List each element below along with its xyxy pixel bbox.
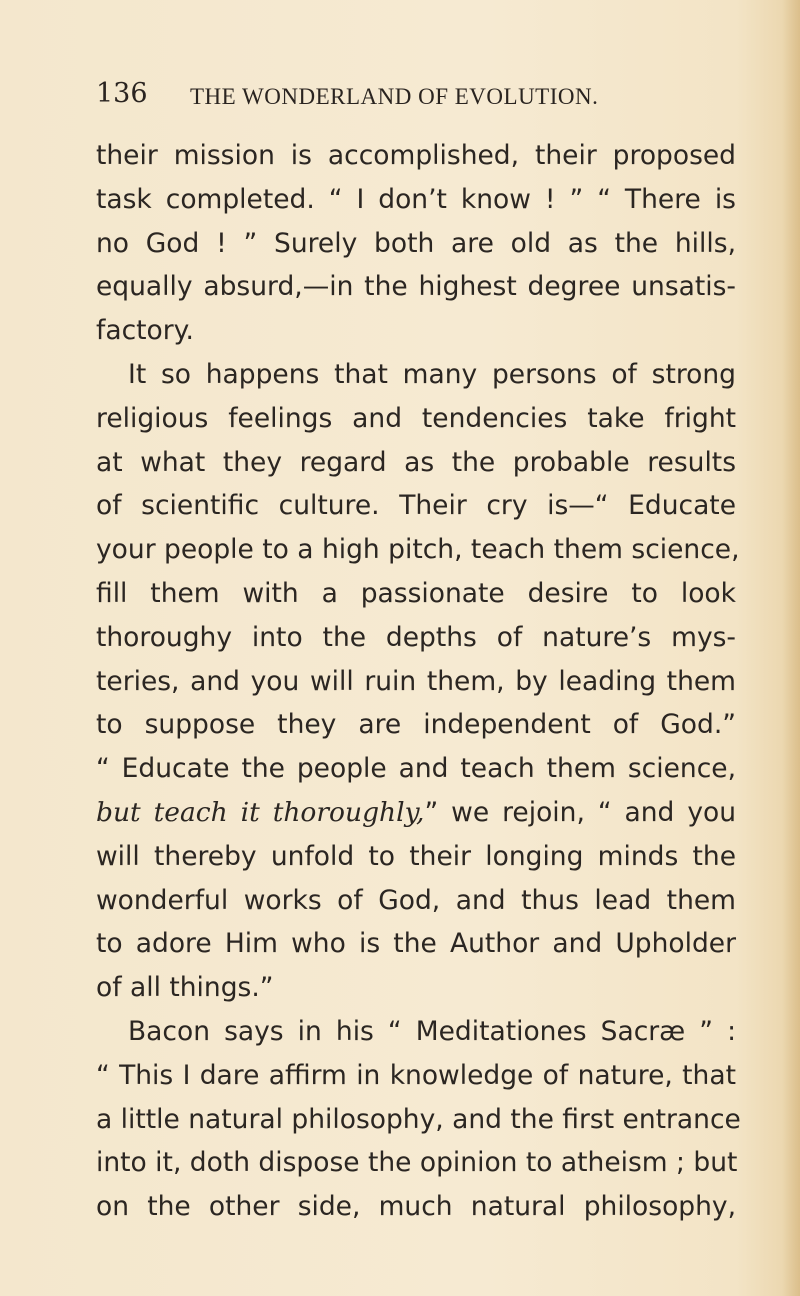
line-text: at what they regard as the probable results	[96, 446, 736, 478]
line-text: no God ! ” Surely both are old as the hills,	[96, 227, 736, 259]
text-line	[96, 747, 736, 791]
italic-span: but teach it thoroughly,	[96, 796, 425, 828]
line-text: a little natural philosophy, and the first entrance	[96, 1103, 741, 1135]
text-line	[96, 879, 736, 923]
line-text: religious feelings and tendencies take fright	[96, 402, 736, 434]
text-line	[96, 222, 736, 266]
line-text: to suppose they are independent of God.”	[96, 709, 736, 741]
text-line	[96, 178, 736, 222]
text-line	[96, 397, 736, 441]
line-text: of all things.”	[96, 972, 274, 1004]
line-text: equally absurd,—in the highest degree unsatis-	[96, 271, 736, 303]
text-line	[96, 265, 736, 309]
line-text: Bacon says in his “ Meditationes Sacræ ” :	[128, 1015, 736, 1047]
text-line	[96, 616, 736, 660]
page-edge-shading	[782, 0, 800, 1296]
text-line	[96, 528, 740, 572]
text-line	[96, 922, 736, 966]
line-text: will thereby unfold to their longing minds the	[96, 840, 736, 872]
line-text: fill them with a passionate desire to look	[96, 577, 736, 609]
line-text: “ Educate the people and teach them science,	[96, 753, 736, 785]
running-title: THE WONDERLAND OF EVOLUTION.	[190, 84, 599, 109]
line-text: into it, doth dispose the opinion to atheism ; but	[96, 1147, 738, 1179]
line-text: on the other side, much natural philosophy,	[96, 1191, 736, 1223]
line-text: wonderful works of God, and thus lead them	[96, 884, 736, 916]
text-line	[96, 660, 736, 704]
page-header	[96, 78, 736, 114]
line-text: teries, and you will ruin them, by leading them	[96, 665, 736, 697]
text-line	[96, 1098, 741, 1142]
line-text: thoroughy into the depths of nature’s mys-	[96, 621, 736, 653]
text-line	[96, 134, 736, 178]
text-line	[96, 484, 736, 528]
page-number: 136	[96, 78, 148, 109]
text-line	[96, 1010, 736, 1054]
line-text: “ This I dare affirm in knowledge of nature, that	[96, 1059, 736, 1091]
line-text: factory.	[96, 315, 194, 347]
text-line	[96, 703, 736, 747]
text-line	[96, 353, 736, 397]
text-line	[96, 1054, 736, 1098]
line-text: of scientific culture. Their cry is—“ Educate	[96, 490, 736, 522]
text-line	[96, 835, 736, 879]
text-line	[96, 309, 736, 353]
line-text: It so happens that many persons of strong	[128, 358, 736, 390]
text-line	[96, 441, 736, 485]
text-line	[96, 1185, 736, 1229]
text-line	[96, 572, 736, 616]
line-text: task completed. “ I don’t know ! ” “ There is	[96, 183, 736, 215]
line-text: their mission is accomplished, their proposed	[96, 140, 736, 171]
line-text: ” we rejoin, “ and you	[424, 796, 737, 828]
text-line	[96, 791, 736, 835]
line-text: to adore Him who is the Author and Upholder	[96, 928, 736, 960]
line-text: your people to a high pitch, teach them science,	[96, 534, 740, 566]
text-line	[96, 1141, 736, 1185]
body-text	[96, 134, 741, 1229]
text-line	[96, 966, 736, 1010]
